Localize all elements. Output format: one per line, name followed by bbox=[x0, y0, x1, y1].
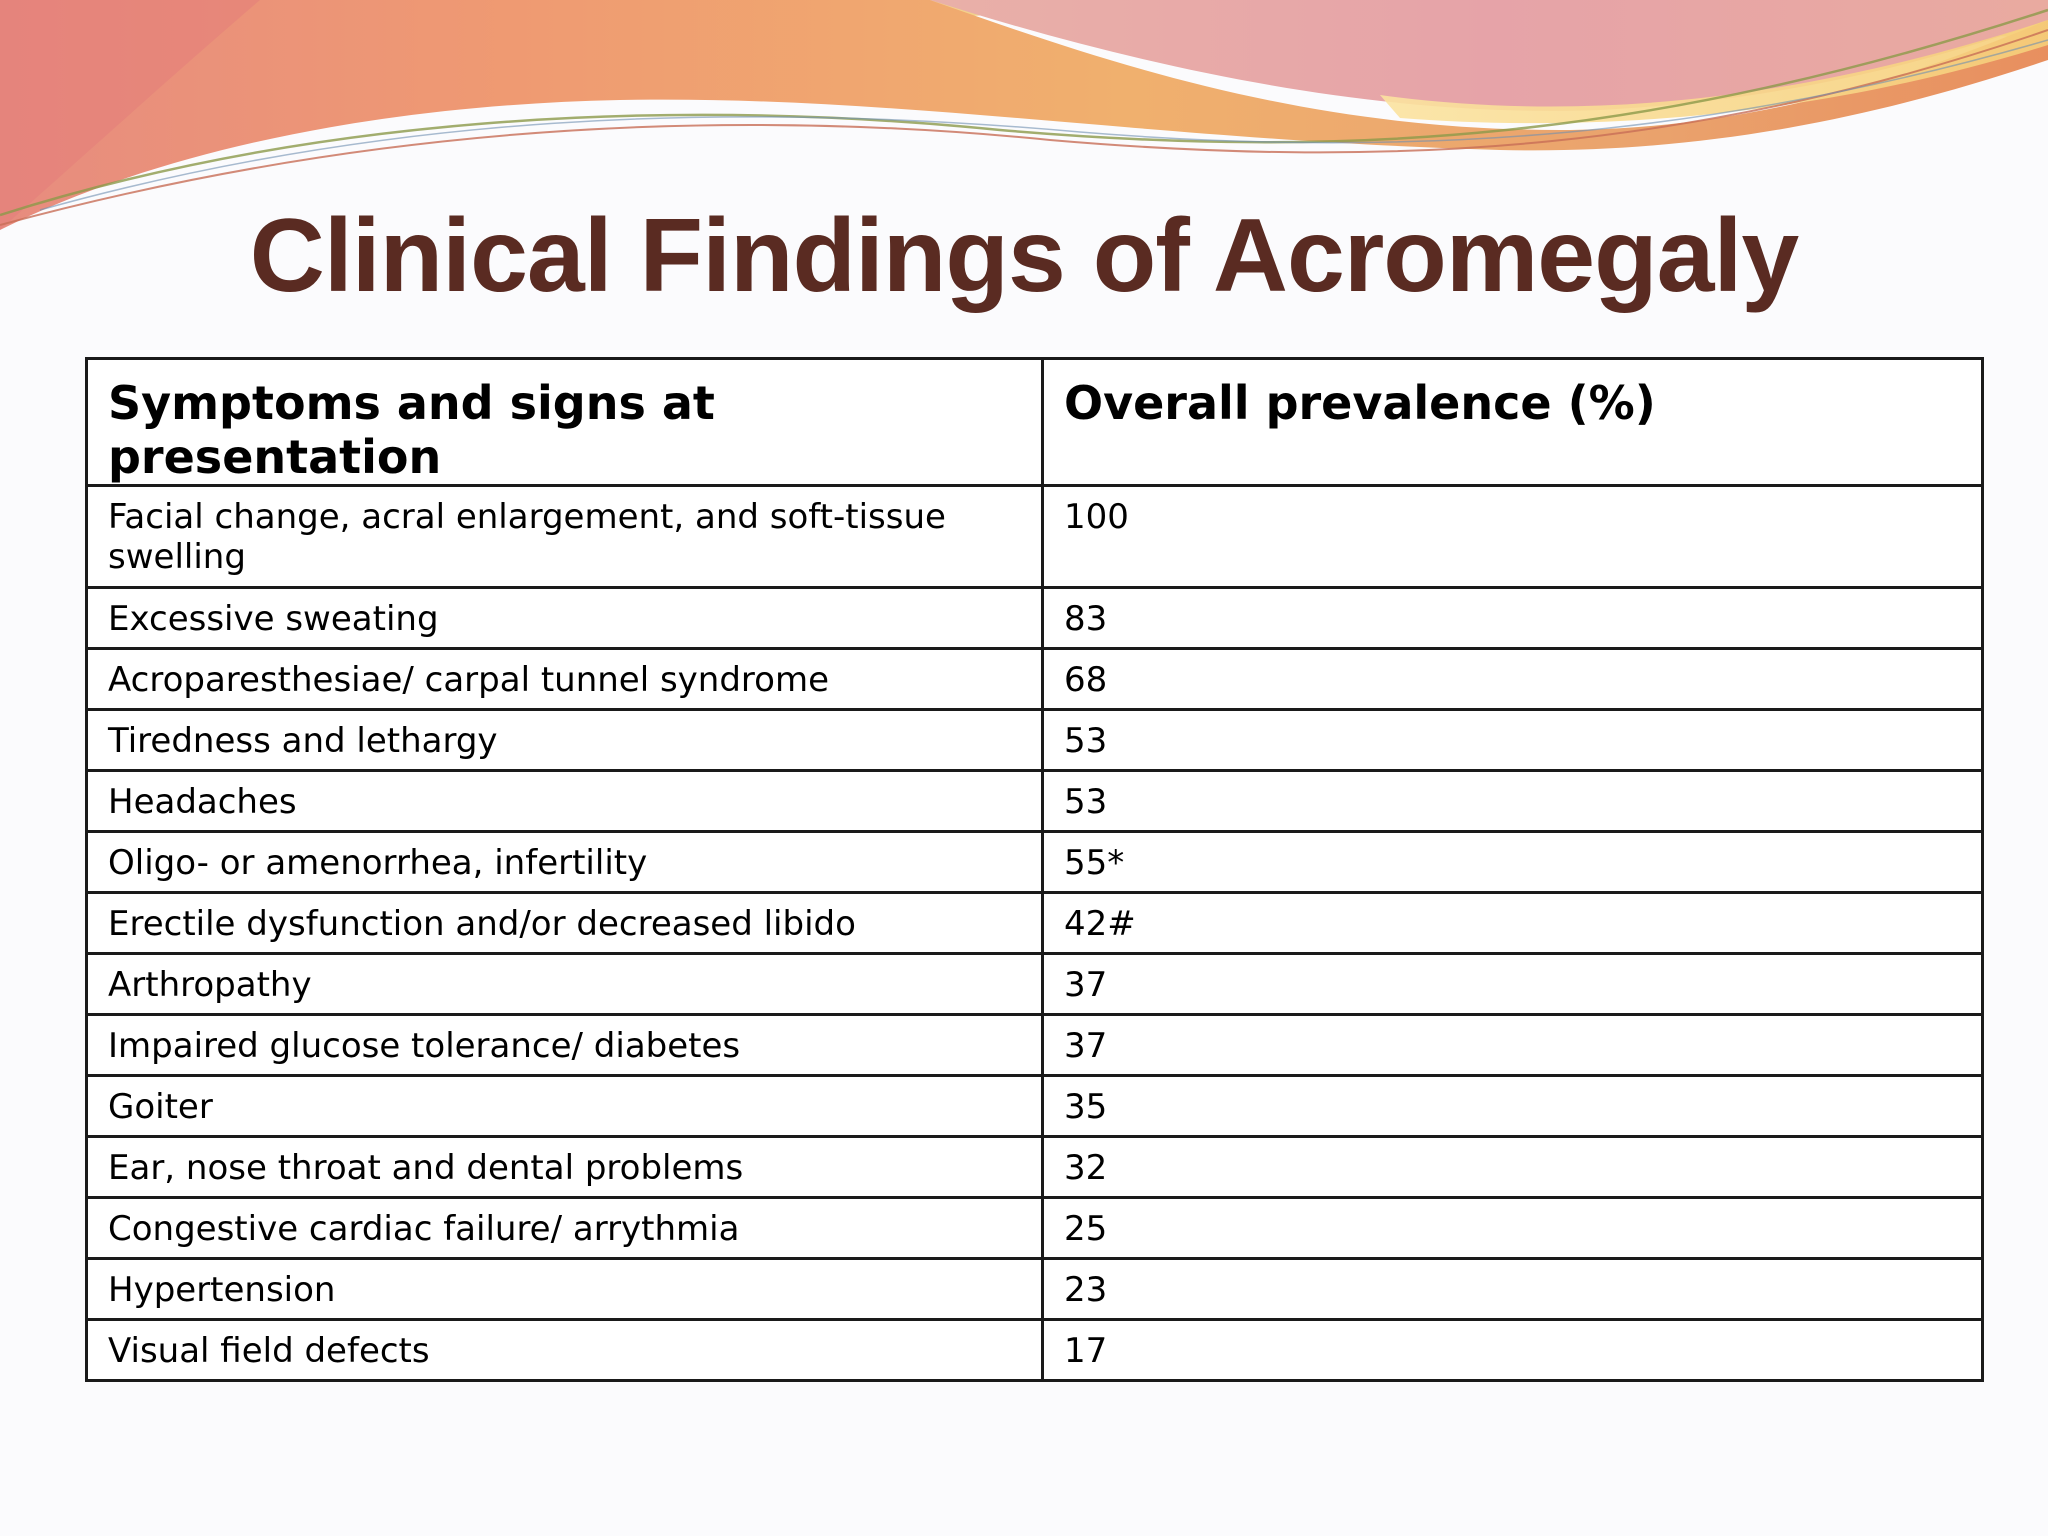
prevalence-cell: 17 bbox=[1043, 1320, 1983, 1381]
table-row bbox=[87, 1015, 1983, 1076]
prevalence-cell: 23 bbox=[1043, 1259, 1983, 1320]
table-row bbox=[87, 1137, 1983, 1198]
symptom-cell: Tiredness and lethargy bbox=[87, 710, 1043, 771]
table-row bbox=[87, 486, 1983, 588]
table-row bbox=[87, 588, 1983, 649]
table-row bbox=[87, 649, 1983, 710]
table-row bbox=[87, 1259, 1983, 1320]
prevalence-cell: 35 bbox=[1043, 1076, 1983, 1137]
symptom-cell: Hypertension bbox=[87, 1259, 1043, 1320]
table-row bbox=[87, 1198, 1983, 1259]
symptom-cell: Arthropathy bbox=[87, 954, 1043, 1015]
symptom-cell: Congestive cardiac failure/ arrythmia bbox=[87, 1198, 1043, 1259]
symptom-cell: Excessive sweating bbox=[87, 588, 1043, 649]
symptom-cell: Impaired glucose tolerance/ diabetes bbox=[87, 1015, 1043, 1076]
prevalence-cell: 53 bbox=[1043, 710, 1983, 771]
prevalence-cell: 83 bbox=[1043, 588, 1983, 649]
slide-title: Clinical Findings of Acromegaly bbox=[249, 198, 1799, 314]
symptom-cell: Headaches bbox=[87, 771, 1043, 832]
table-row bbox=[87, 954, 1983, 1015]
findings-table bbox=[85, 357, 1984, 1382]
table-header-row bbox=[87, 359, 1983, 486]
prevalence-cell: 100 bbox=[1043, 486, 1983, 588]
symptom-cell: Ear, nose throat and dental problems bbox=[87, 1137, 1043, 1198]
table-row bbox=[87, 832, 1983, 893]
symptom-cell: Visual field defects bbox=[87, 1320, 1043, 1381]
symptom-cell: Facial change, acral enlargement, and soft-tissue swelling bbox=[87, 486, 1043, 588]
symptom-cell: Acroparesthesiae/ carpal tunnel syndrome bbox=[87, 649, 1043, 710]
prevalence-cell: 68 bbox=[1043, 649, 1983, 710]
table-row bbox=[87, 1076, 1983, 1137]
symptom-cell: Goiter bbox=[87, 1076, 1043, 1137]
table-row bbox=[87, 710, 1983, 771]
prevalence-cell: 42# bbox=[1043, 893, 1983, 954]
prevalence-cell: 37 bbox=[1043, 1015, 1983, 1076]
symptom-cell: Oligo- or amenorrhea, infertility bbox=[87, 832, 1043, 893]
header-symptoms: Symptoms and signs at presentation bbox=[87, 359, 1043, 486]
prevalence-cell: 55* bbox=[1043, 832, 1983, 893]
prevalence-cell: 37 bbox=[1043, 954, 1983, 1015]
table-row bbox=[87, 893, 1983, 954]
symptom-cell: Erectile dysfunction and/or decreased libido bbox=[87, 893, 1043, 954]
header-prevalence: Overall prevalence (%) bbox=[1043, 359, 1983, 486]
prevalence-cell: 53 bbox=[1043, 771, 1983, 832]
table-row bbox=[87, 771, 1983, 832]
table-row bbox=[87, 1320, 1983, 1381]
prevalence-cell: 25 bbox=[1043, 1198, 1983, 1259]
prevalence-cell: 32 bbox=[1043, 1137, 1983, 1198]
